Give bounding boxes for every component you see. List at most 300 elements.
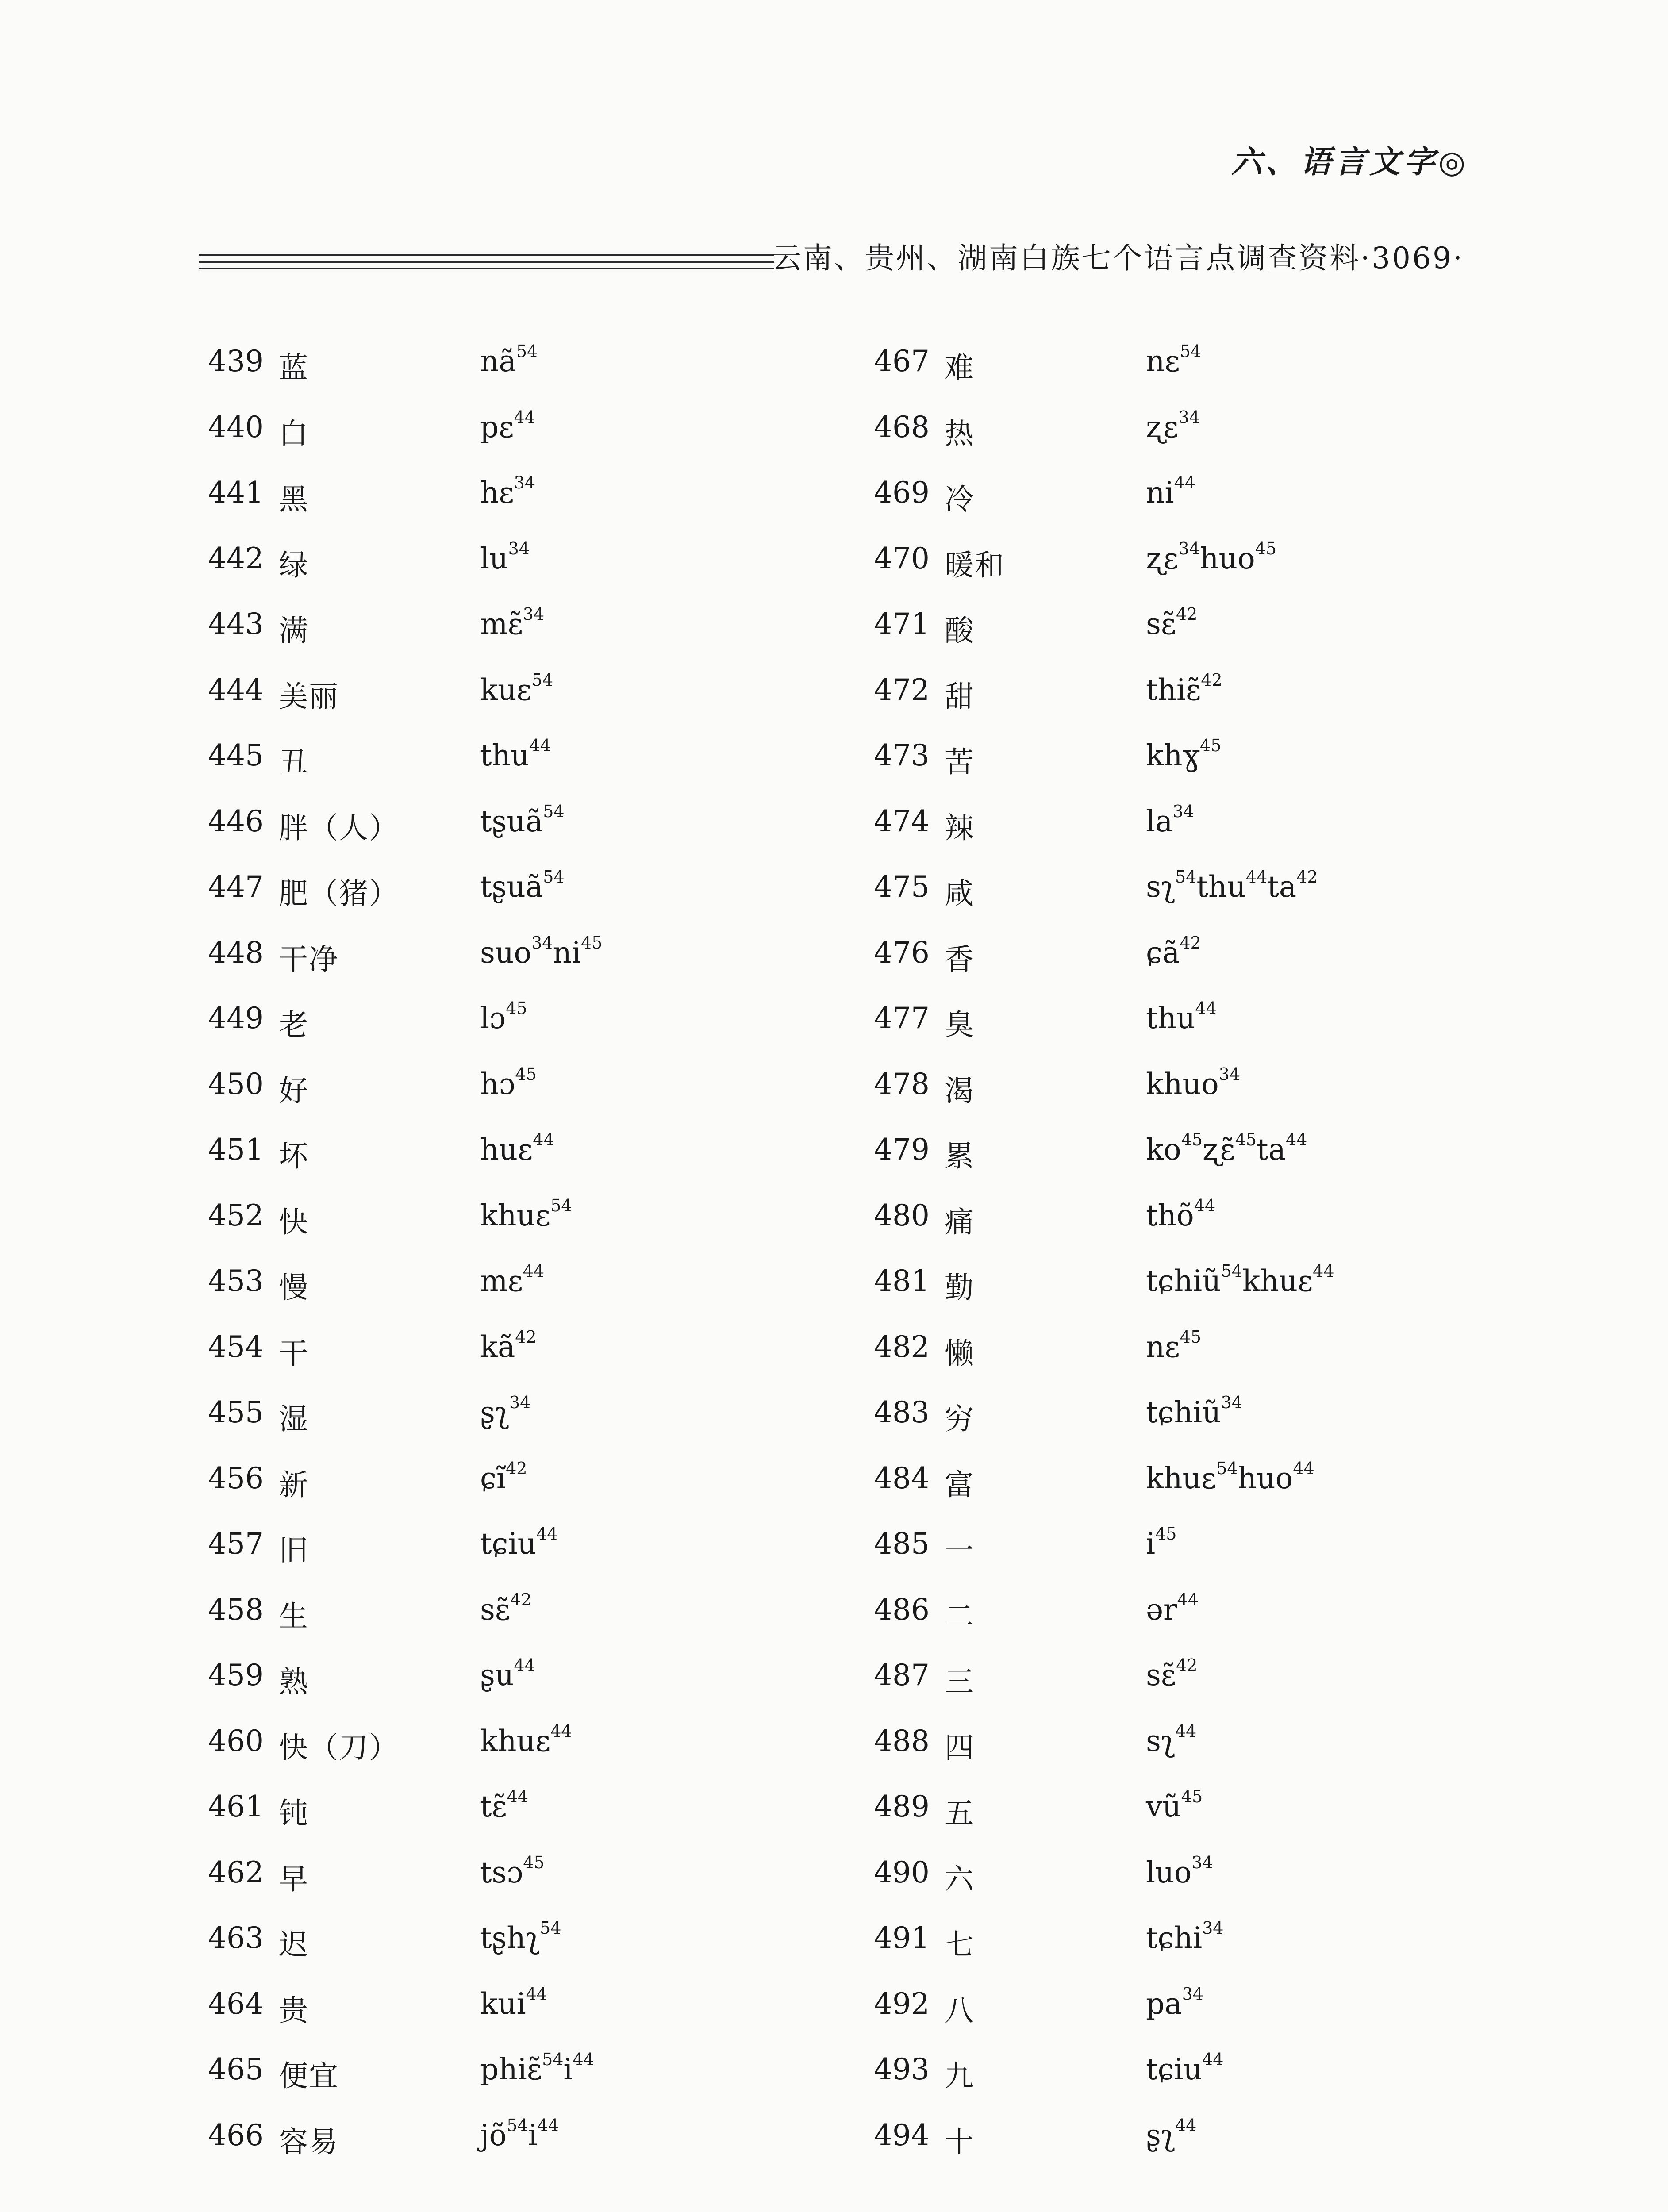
- entry-word: 坏: [279, 1139, 309, 1173]
- phonetic-syllable: tɕiu: [480, 1527, 537, 1561]
- entry-word: 新: [279, 1467, 309, 1502]
- tone-number: 45: [1181, 1130, 1203, 1149]
- tone-number: 44: [1313, 1261, 1334, 1281]
- phonetic-syllable: nã: [480, 344, 516, 378]
- entry-word: 九: [945, 2059, 975, 2093]
- phonetic-syllable: nɛ: [1146, 1329, 1180, 1364]
- entry-number: 474: [874, 804, 930, 838]
- entry-word: 四: [945, 1730, 975, 1765]
- tone-number: 54: [540, 1918, 561, 1938]
- phonetic-syllable: tɕiu: [1146, 2052, 1203, 2086]
- tone-number: 34: [1178, 538, 1200, 558]
- tone-number: 44: [1245, 867, 1268, 887]
- phonetic-syllable: tɕhiũ: [1146, 1395, 1221, 1429]
- entry-number: 491: [874, 1921, 930, 1955]
- phonetic-syllable: ər: [1146, 1592, 1177, 1627]
- phonetic-syllable: hɛ: [480, 476, 514, 510]
- entry-phonetic: [1146, 473, 1195, 510]
- entry-number: 469: [874, 476, 930, 510]
- entry-phonetic: [480, 2115, 559, 2152]
- entry-number: 446: [208, 804, 264, 838]
- phonetic-syllable: nɛ: [1146, 344, 1180, 378]
- phonetic-syllable: sɛ̃: [1146, 607, 1176, 641]
- phonetic-syllable: khɣ: [1146, 738, 1200, 772]
- phonetic-syllable: huo: [1238, 1461, 1293, 1495]
- tone-number: 44: [1175, 1721, 1197, 1741]
- entry-number: 443: [208, 607, 264, 641]
- tone-number: 44: [1202, 2050, 1224, 2069]
- entry-phonetic: [480, 1261, 545, 1298]
- entry-phonetic: [480, 2052, 594, 2086]
- phonetic-syllable: thiɛ̃: [1146, 672, 1201, 707]
- entry-number: 472: [874, 672, 930, 707]
- entry-word: 好: [279, 1073, 309, 1108]
- tone-number: 54: [516, 342, 538, 361]
- entry-phonetic: [480, 1590, 532, 1627]
- entry-number: 475: [874, 870, 930, 904]
- tone-number: 34: [514, 473, 536, 492]
- entry-number: 445: [208, 738, 264, 772]
- tone-number: 45: [506, 998, 527, 1018]
- entry-word: 三: [945, 1665, 975, 1699]
- entry-number: 458: [208, 1592, 264, 1627]
- phonetic-syllable: suo: [480, 935, 532, 970]
- entry-number: 457: [208, 1527, 264, 1561]
- entry-number: 482: [874, 1329, 930, 1364]
- entry-word: 丑: [279, 745, 309, 779]
- entry-word: 迟: [279, 1928, 309, 1962]
- phonetic-syllable: ʐɛ̃: [1203, 1133, 1235, 1167]
- phonetic-syllable: pɛ: [480, 410, 514, 444]
- phonetic-syllable: ʂu: [480, 1658, 514, 1692]
- phonetic-syllable: lu: [480, 541, 508, 576]
- entry-phonetic: [480, 738, 551, 772]
- phonetic-syllable: sʅ: [1146, 1724, 1175, 1758]
- entry-phonetic: [480, 1130, 554, 1167]
- phonetic-syllable: tʂhʅ: [480, 1921, 540, 1955]
- phonetic-syllable: ʐɛ: [1146, 410, 1179, 444]
- entry-number: 464: [208, 1986, 264, 2021]
- entry-word: 渴: [945, 1073, 975, 1108]
- entry-word: 懒: [945, 1336, 975, 1371]
- entry-phonetic: [480, 670, 553, 707]
- entry-word: 干: [279, 1336, 309, 1371]
- entry-number: 468: [874, 410, 930, 444]
- entry-phonetic: [480, 1395, 530, 1429]
- entry-phonetic: [1146, 867, 1318, 904]
- entry-number: 448: [208, 935, 264, 970]
- phonetic-syllable: huɛ: [480, 1133, 533, 1167]
- entry-word: 酸: [945, 614, 975, 648]
- tone-number: 45: [1235, 1130, 1257, 1149]
- entry-number: 489: [874, 1790, 930, 1824]
- entry-number: 476: [874, 935, 930, 970]
- tone-number: 42: [1201, 670, 1222, 690]
- phonetic-syllable: khuɛ: [1146, 1461, 1217, 1495]
- entry-number: 470: [874, 541, 930, 576]
- entry-word: 穷: [945, 1402, 975, 1436]
- entry-number: 452: [208, 1198, 264, 1233]
- phonetic-syllable: i: [1146, 1527, 1156, 1561]
- phonetic-syllable: i: [528, 2118, 538, 2152]
- entry-phonetic: [480, 1852, 545, 1889]
- entry-word: 熟: [279, 1665, 309, 1699]
- entry-word: 累: [945, 1139, 975, 1173]
- entry-word: 六: [945, 1862, 975, 1896]
- entry-number: 454: [208, 1329, 264, 1364]
- tone-number: 44: [507, 1787, 529, 1806]
- entry-phonetic: [1146, 998, 1217, 1035]
- tone-number: 44: [533, 1130, 554, 1149]
- entry-phonetic: [480, 538, 530, 576]
- entry-word: 冷: [945, 482, 975, 516]
- entry-phonetic: [480, 1195, 572, 1233]
- entry-phonetic: [1146, 933, 1201, 970]
- tone-number: 34: [531, 933, 553, 952]
- entry-number: 481: [874, 1264, 930, 1298]
- entry-number: 471: [874, 607, 930, 641]
- tone-number: 45: [1181, 1787, 1203, 1806]
- entry-number: 477: [874, 1001, 930, 1035]
- entry-number: 444: [208, 672, 264, 707]
- entry-number: 441: [208, 476, 264, 510]
- tone-number: 44: [536, 1524, 558, 1544]
- entry-number: 463: [208, 1921, 264, 1955]
- entry-word: 七: [945, 1928, 975, 1962]
- entry-word: 贵: [279, 1993, 309, 2028]
- entry-phonetic: [480, 1327, 537, 1364]
- phonetic-syllable: ʂʅ: [480, 1395, 509, 1429]
- tone-number: 54: [543, 867, 565, 887]
- entry-number: 447: [208, 870, 264, 904]
- tone-number: 42: [1296, 867, 1318, 887]
- phonetic-syllable: ni: [1146, 476, 1174, 510]
- entry-number: 459: [208, 1658, 264, 1692]
- tone-number: 45: [581, 933, 603, 952]
- phonetic-syllable: tɛ̃: [480, 1790, 507, 1824]
- tone-number: 34: [508, 538, 530, 558]
- tone-number: 54: [531, 670, 553, 690]
- entry-number: 478: [874, 1067, 930, 1101]
- entry-word: 痛: [945, 1205, 975, 1239]
- tone-number: 54: [550, 1195, 572, 1215]
- tone-number: 42: [515, 1327, 537, 1347]
- phonetic-syllable: ɕã: [1146, 935, 1180, 970]
- entry-phonetic: [480, 1984, 547, 2021]
- phonetic-syllable: lɔ: [480, 1001, 506, 1035]
- entry-word: 一: [945, 1533, 975, 1567]
- entry-number: 492: [874, 1986, 930, 2021]
- entry-word: 香: [945, 942, 975, 976]
- entry-number: 473: [874, 738, 930, 772]
- tone-number: 34: [509, 1393, 531, 1412]
- entry-number: 467: [874, 344, 930, 378]
- entry-phonetic: [1146, 407, 1200, 444]
- entry-number: 490: [874, 1855, 930, 1889]
- phonetic-syllable: tɕhiũ: [1146, 1264, 1221, 1298]
- entry-word: 生: [279, 1599, 309, 1633]
- phonetic-syllable: thu: [480, 738, 530, 772]
- entry-word: 旧: [279, 1533, 309, 1567]
- tone-number: 45: [523, 1852, 545, 1872]
- entry-word: 老: [279, 1008, 309, 1042]
- tone-number: 54: [543, 801, 565, 821]
- tone-number: 34: [1218, 1064, 1241, 1084]
- phonetic-syllable: khuo: [1146, 1067, 1219, 1101]
- entry-phonetic: [480, 1524, 558, 1561]
- entry-word: 咸: [945, 876, 975, 910]
- entry-phonetic: [1146, 1787, 1203, 1824]
- header-rule-middle: [199, 261, 774, 263]
- phonetic-syllable: thu: [1196, 870, 1246, 904]
- entry-phonetic: [480, 1918, 561, 1955]
- entry-word: 快: [279, 1205, 309, 1239]
- entry-word: 勤: [945, 1271, 975, 1305]
- entry-word: 白: [279, 416, 309, 451]
- entry-word: 便宜: [279, 2059, 339, 2093]
- phonetic-syllable: pa: [1146, 1986, 1182, 2021]
- entry-number: 462: [208, 1855, 264, 1889]
- tone-number: 44: [1175, 2115, 1197, 2135]
- tone-number: 34: [1202, 1918, 1224, 1938]
- entry-word: 绿: [279, 548, 309, 582]
- entry-phonetic: [1146, 1261, 1334, 1298]
- tone-number: 54: [1175, 867, 1197, 887]
- tone-number: 54: [507, 2115, 528, 2135]
- tone-number: 54: [542, 2050, 564, 2069]
- entry-number: 485: [874, 1527, 930, 1561]
- entry-word: 美丽: [279, 679, 339, 714]
- entry-phonetic: [1146, 1395, 1242, 1429]
- phonetic-syllable: hɔ: [480, 1067, 515, 1101]
- tone-number: 42: [1176, 1655, 1198, 1675]
- phonetic-syllable: phiɛ̃: [480, 2052, 542, 2086]
- entry-number: 493: [874, 2052, 930, 2086]
- phonetic-syllable: ni: [553, 935, 581, 970]
- tone-number: 44: [523, 1261, 545, 1281]
- phonetic-syllable: ʐɛ: [1146, 541, 1179, 576]
- tone-number: 44: [1293, 1458, 1314, 1478]
- tone-number: 44: [514, 1655, 535, 1675]
- tone-number: 34: [1191, 1852, 1213, 1872]
- entry-word: 五: [945, 1796, 975, 1830]
- tone-number: 34: [1182, 1984, 1203, 2004]
- tone-number: 44: [1195, 998, 1217, 1018]
- entry-word: 慢: [279, 1271, 309, 1305]
- entry-phonetic: [480, 801, 565, 838]
- tone-number: 45: [1255, 538, 1277, 558]
- header-rule-top: [199, 254, 774, 256]
- entry-phonetic: [480, 1064, 537, 1101]
- entry-number: 484: [874, 1461, 930, 1495]
- tone-number: 45: [1180, 1327, 1202, 1347]
- entry-phonetic: [1146, 1590, 1199, 1627]
- tone-number: 44: [1285, 1130, 1307, 1149]
- entry-phonetic: [480, 473, 536, 510]
- entry-word: 臭: [945, 1008, 975, 1042]
- entry-word: 容易: [279, 2124, 339, 2159]
- entry-phonetic: [480, 407, 535, 444]
- phonetic-syllable: khuɛ: [480, 1198, 551, 1233]
- entry-number: 442: [208, 541, 264, 576]
- entry-word: 苦: [945, 745, 975, 779]
- entry-phonetic: [480, 604, 545, 641]
- tone-number: 54: [1221, 1261, 1242, 1281]
- entry-phonetic: [1146, 1852, 1213, 1889]
- phonetic-syllable: tʂuã: [480, 804, 543, 838]
- entry-word: 甜: [945, 679, 975, 714]
- entry-word: 十: [945, 2124, 975, 2159]
- tone-number: 34: [1178, 407, 1200, 427]
- tone-number: 42: [1180, 933, 1201, 952]
- entry-number: 451: [208, 1133, 264, 1167]
- tone-number: 44: [1174, 473, 1195, 492]
- entry-word: 辣: [945, 810, 975, 845]
- phonetic-syllable: khuɛ: [1242, 1264, 1313, 1298]
- phonetic-syllable: ko: [1146, 1133, 1181, 1167]
- entry-phonetic: [1146, 738, 1221, 772]
- entry-word: 难: [945, 351, 975, 385]
- phonetic-syllable: thõ: [1146, 1198, 1194, 1233]
- entry-phonetic: [1146, 1984, 1203, 2021]
- entry-word: 八: [945, 1993, 975, 2028]
- phonetic-syllable: kui: [480, 1986, 526, 2021]
- entry-phonetic: [1146, 1655, 1198, 1692]
- entry-number: 461: [208, 1790, 264, 1824]
- entry-phonetic: [1146, 1130, 1307, 1167]
- tone-number: 44: [514, 407, 535, 427]
- tone-number: 44: [573, 2050, 594, 2069]
- entry-word: 满: [279, 614, 309, 648]
- phonetic-syllable: kuɛ: [480, 672, 532, 707]
- entry-phonetic: [1146, 1918, 1224, 1955]
- phonetic-syllable: sɛ̃: [1146, 1658, 1176, 1692]
- phonetic-syllable: ta: [1267, 870, 1297, 904]
- entry-word: 干净: [279, 942, 339, 976]
- entry-number: 455: [208, 1395, 264, 1429]
- entry-number: 488: [874, 1724, 930, 1758]
- entry-phonetic: [480, 1787, 529, 1824]
- entry-number: 487: [874, 1658, 930, 1692]
- tone-number: 44: [526, 1984, 547, 2004]
- entry-phonetic: [1146, 801, 1194, 838]
- tone-number: 44: [1177, 1590, 1199, 1609]
- entry-number: 456: [208, 1461, 264, 1495]
- tone-number: 54: [1180, 342, 1202, 361]
- phonetic-syllable: mɛ: [480, 1264, 523, 1298]
- entry-phonetic: [1146, 604, 1198, 641]
- entry-phonetic: [1146, 1064, 1241, 1101]
- phonetic-syllable: mɛ̃: [480, 607, 523, 641]
- entry-word: 肥（猪）: [279, 876, 399, 910]
- entry-number: 450: [208, 1067, 264, 1101]
- entry-phonetic: [1146, 1721, 1197, 1758]
- entry-number: 460: [208, 1724, 264, 1758]
- entry-word: 二: [945, 1599, 975, 1633]
- entry-phonetic: [480, 344, 538, 378]
- phonetic-syllable: tʂuã: [480, 870, 543, 904]
- phonetic-syllable: tɕhi: [1146, 1921, 1203, 1955]
- phonetic-syllable: luo: [1146, 1855, 1192, 1889]
- phonetic-syllable: ɕĩ: [480, 1461, 506, 1495]
- phonetic-syllable: vũ: [1146, 1790, 1181, 1824]
- entry-word: 钝: [279, 1796, 309, 1830]
- tone-number: 34: [523, 604, 545, 624]
- entry-word: 胖（人）: [279, 810, 399, 845]
- section-title: 六、语言文字◎: [1231, 143, 1469, 180]
- entry-number: 483: [874, 1395, 930, 1429]
- entry-phonetic: [1146, 2115, 1197, 2152]
- entry-word: 蓝: [279, 351, 309, 385]
- entry-phonetic: [1146, 1195, 1216, 1233]
- header-rule-bottom: [199, 268, 774, 269]
- tone-number: 42: [1176, 604, 1198, 624]
- tone-number: 44: [1194, 1195, 1216, 1215]
- phonetic-syllable: sɛ̃: [480, 1592, 511, 1627]
- tone-number: 44: [529, 736, 551, 755]
- entry-phonetic: [1146, 1327, 1202, 1364]
- entry-number: 440: [208, 410, 264, 444]
- phonetic-syllable: khuɛ: [480, 1724, 551, 1758]
- phonetic-syllable: i: [563, 2052, 573, 2086]
- entry-number: 494: [874, 2118, 930, 2152]
- entry-phonetic: [1146, 670, 1222, 707]
- entry-phonetic: [480, 1458, 527, 1495]
- phonetic-syllable: sʅ: [1146, 870, 1175, 904]
- entry-word: 湿: [279, 1402, 309, 1436]
- entry-phonetic: [480, 998, 527, 1035]
- entry-phonetic: [480, 1655, 535, 1692]
- entry-phonetic: [1146, 344, 1201, 378]
- tone-number: 45: [515, 1064, 537, 1084]
- phonetic-syllable: thu: [1146, 1001, 1195, 1035]
- entry-number: 453: [208, 1264, 264, 1298]
- tone-number: 42: [506, 1458, 527, 1478]
- entry-phonetic: [480, 867, 565, 904]
- entry-phonetic: [480, 933, 603, 970]
- entry-phonetic: [1146, 1458, 1314, 1495]
- entry-phonetic: [480, 1721, 572, 1758]
- entry-phonetic: [1146, 538, 1277, 576]
- tone-number: 34: [1172, 801, 1194, 821]
- entry-number: 480: [874, 1198, 930, 1233]
- entry-word: 快（刀）: [279, 1730, 399, 1765]
- entry-number: 465: [208, 2052, 264, 2086]
- running-title: 云南、贵州、湖南白族七个语言点调查资料·3069·: [772, 241, 1464, 275]
- tone-number: 34: [1221, 1393, 1242, 1412]
- entry-word: 黑: [279, 482, 309, 516]
- phonetic-syllable: ʂʅ: [1146, 2118, 1175, 2152]
- entry-word: 暖和: [945, 548, 1005, 582]
- phonetic-syllable: tsɔ: [480, 1855, 523, 1889]
- tone-number: 45: [1155, 1524, 1177, 1544]
- phonetic-syllable: ta: [1257, 1133, 1286, 1167]
- phonetic-syllable: huo: [1199, 541, 1255, 576]
- tone-number: 42: [510, 1590, 532, 1609]
- entry-number: 439: [208, 344, 264, 378]
- entry-number: 466: [208, 2118, 264, 2152]
- phonetic-syllable: kã: [480, 1329, 515, 1364]
- tone-number: 54: [1216, 1458, 1238, 1478]
- entry-number: 486: [874, 1592, 930, 1627]
- entry-number: 449: [208, 1001, 264, 1035]
- tone-number: 44: [537, 2115, 559, 2135]
- tone-number: 45: [1200, 736, 1222, 755]
- phonetic-syllable: la: [1146, 804, 1173, 838]
- tone-number: 44: [550, 1721, 572, 1741]
- entry-phonetic: [1146, 2052, 1223, 2086]
- entry-number: 479: [874, 1133, 930, 1167]
